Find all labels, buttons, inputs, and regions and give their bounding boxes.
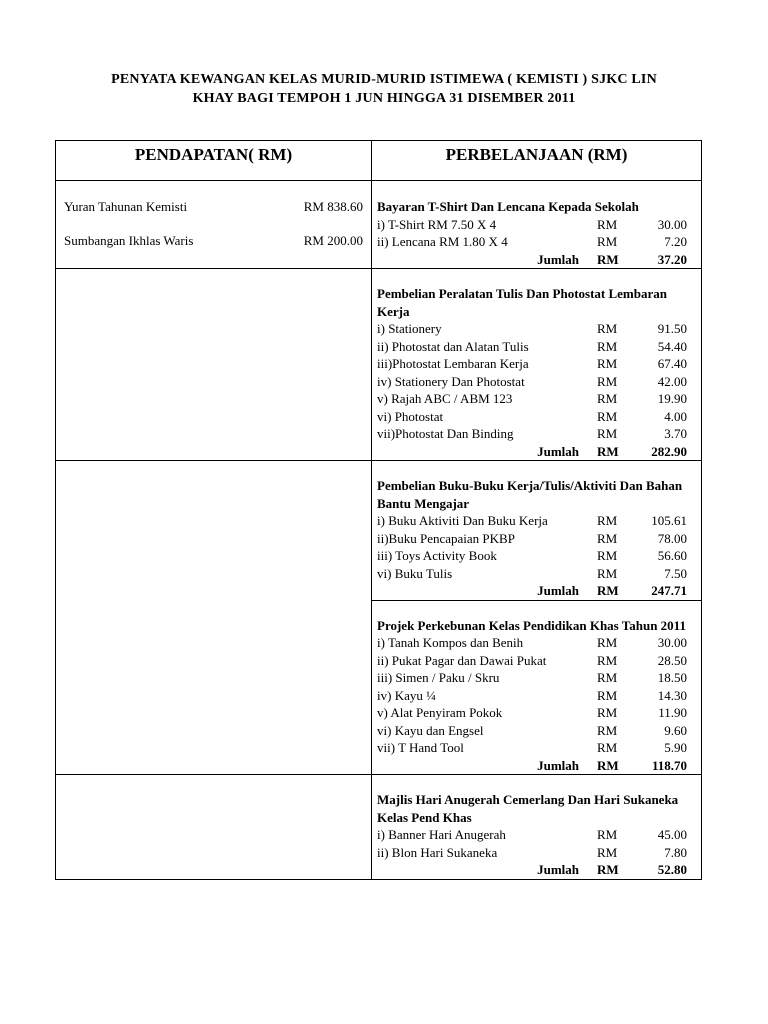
item-amount (597, 408, 693, 426)
income-header: PENDAPATAN( RM) (56, 141, 372, 181)
amount-value: 105.61 (651, 513, 687, 528)
currency-label: RM (597, 670, 618, 685)
empty-income-cell (56, 461, 372, 775)
item-label: ii) Pukat Pagar dan Dawai Pukat (377, 652, 547, 668)
expense-item (377, 233, 693, 251)
currency-label: RM (597, 426, 618, 441)
currency-label: RM (597, 635, 618, 650)
section-title: Bayaran T-Shirt Dan Lencana Kepada Sekolah (377, 199, 639, 214)
amount-value: 4.00 (664, 408, 687, 424)
currency-label: RM (597, 373, 618, 389)
expense-section (372, 181, 702, 269)
item-label: vi) Kayu dan Engsel (377, 722, 484, 738)
item-label: vi) Photostat (377, 408, 444, 424)
income-row (64, 233, 363, 267)
income-row (64, 199, 363, 233)
section-total (377, 861, 693, 879)
item-amount (597, 320, 693, 338)
item-label: ii) Blon Hari Sukaneka (377, 844, 498, 860)
item-label: i) Buku Aktiviti Dan Buku Kerja (377, 513, 548, 528)
income-amount: RM 200.00 (303, 233, 363, 248)
expense-item (377, 355, 693, 373)
expense-item (377, 669, 693, 687)
amount-value: 42.00 (657, 373, 687, 389)
expense-item (377, 652, 693, 670)
expense-item (377, 408, 693, 426)
amount-value: 5.90 (664, 740, 687, 755)
amount-value: 56.60 (657, 548, 687, 563)
section-title: Pembelian Peralatan Tulis Dan Photostat Lembaran Kerja (377, 286, 667, 319)
item-amount (597, 704, 693, 722)
item-label: ii)Buku Pencapaian PKBP (377, 530, 515, 546)
item-label: i) Banner Hari Anugerah (377, 827, 506, 842)
amount-value: 54.40 (657, 338, 687, 354)
currency-label: RM (597, 338, 618, 354)
total-value: 282.90 (651, 443, 687, 459)
table-row (56, 181, 702, 269)
amount-value: 7.50 (664, 565, 687, 581)
amount-value: 18.50 (657, 670, 687, 685)
income-amount: RM 838.60 (303, 199, 363, 214)
amount-value: 78.00 (657, 530, 687, 546)
expense-item (377, 338, 693, 356)
amount-value: 14.30 (657, 687, 687, 703)
currency-label: RM (597, 862, 619, 877)
item-amount (597, 338, 693, 356)
amount-value: 11.90 (658, 705, 687, 720)
item-amount (597, 844, 693, 862)
item-amount (597, 216, 693, 234)
expense-header: PERBELANJAAN (RM) (372, 141, 702, 181)
total-label: Jumlah (537, 583, 579, 598)
total-amount (597, 582, 687, 600)
expense-item (377, 565, 693, 583)
item-amount (597, 669, 693, 687)
total-value: 52.80 (657, 862, 687, 877)
item-amount (597, 373, 693, 391)
total-value: 37.20 (657, 251, 687, 267)
currency-label: RM (597, 583, 619, 598)
item-label: iv) Stationery Dan Photostat (377, 373, 525, 389)
currency-label: RM (597, 565, 618, 581)
amount-value: 3.70 (664, 426, 687, 441)
expense-item (377, 844, 693, 862)
expense-item (377, 512, 693, 530)
total-amount (597, 251, 687, 269)
currency-label: RM (597, 705, 618, 720)
section-total (377, 443, 693, 461)
income-cell (56, 181, 372, 269)
item-label: vi) Buku Tulis (377, 565, 453, 581)
expense-item (377, 216, 693, 234)
item-amount (597, 425, 693, 443)
item-label: iii) Simen / Paku / Skru (377, 670, 500, 685)
empty-income-cell (56, 269, 372, 461)
total-amount (597, 861, 687, 879)
document-title (60, 70, 708, 108)
total-amount (597, 443, 687, 461)
item-label: ii) Lencana RM 1.80 X 4 (377, 234, 508, 249)
expense-section (372, 775, 702, 880)
item-label: ii) Photostat dan Alatan Tulis (377, 338, 529, 354)
item-label: i) Stationery (377, 321, 442, 336)
amount-value: 30.00 (657, 635, 687, 650)
total-label: Jumlah (537, 251, 579, 267)
section-total (377, 251, 693, 269)
currency-label: RM (597, 722, 618, 738)
currency-label: RM (597, 530, 618, 546)
item-amount (597, 512, 693, 530)
amount-value: 19.90 (657, 391, 687, 406)
amount-value: 45.00 (657, 827, 687, 842)
item-amount (597, 565, 693, 583)
item-amount (597, 547, 693, 565)
section-total (377, 757, 693, 775)
amount-value: 91.50 (657, 321, 687, 336)
section-title: Pembelian Buku-Buku Kerja/Tulis/Aktiviti Dan Bahan Bantu Mengajar (377, 478, 683, 511)
item-label: vii)Photostat Dan Binding (377, 426, 514, 441)
title-line-2: KHAY BAGI TEMPOH 1 JUN HINGGA 31 DISEMBER 2011 (192, 91, 576, 106)
currency-label: RM (597, 757, 619, 773)
amount-value: 67.40 (657, 356, 687, 371)
item-amount (597, 233, 693, 251)
currency-label: RM (597, 687, 618, 703)
item-label: iii)Photostat Lembaran Kerja (377, 356, 529, 371)
income-label: Yuran Tahunan Kemisti (64, 199, 188, 214)
total-amount (597, 757, 687, 775)
expense-section (372, 461, 702, 601)
expense-item (377, 425, 693, 443)
currency-label: RM (597, 827, 618, 842)
currency-label: RM (597, 652, 618, 668)
currency-label: RM (597, 356, 618, 371)
currency-label: RM (597, 391, 618, 406)
financial-statement-table (55, 140, 702, 880)
item-label: vii) T Hand Tool (377, 740, 464, 755)
expense-item (377, 530, 693, 548)
item-label: i) Tanah Kompos dan Benih (377, 635, 524, 650)
total-label: Jumlah (537, 862, 579, 877)
amount-value: 7.80 (664, 844, 687, 860)
expense-item (377, 634, 693, 652)
table-row (56, 461, 702, 601)
section-title: Projek Perkebunan Kelas Pendidikan Khas Tahun 2011 (377, 617, 686, 633)
title-line-1: PENYATA KEWANGAN KELAS MURID-MURID ISTIMEWA ( KEMISTI ) SJKC LIN (111, 72, 657, 87)
table-row (56, 775, 702, 880)
expense-item (377, 826, 693, 844)
currency-label: RM (597, 740, 618, 755)
item-amount (597, 739, 693, 757)
item-amount (597, 722, 693, 740)
expense-section (372, 600, 702, 775)
currency-label: RM (597, 513, 618, 528)
item-amount (597, 355, 693, 373)
total-label: Jumlah (537, 757, 579, 773)
header-row (56, 141, 702, 181)
expense-item (377, 704, 693, 722)
section-title: Majlis Hari Anugerah Cemerlang Dan Hari Sukaneka Kelas Pend Khas (377, 792, 679, 825)
currency-label: RM (597, 251, 619, 267)
amount-value: 9.60 (664, 722, 687, 738)
amount-value: 7.20 (664, 234, 687, 249)
item-label: v) Alat Penyiram Pokok (377, 705, 503, 720)
expense-item (377, 320, 693, 338)
expense-item (377, 547, 693, 565)
item-label: iii) Toys Activity Book (377, 548, 497, 563)
total-label: Jumlah (537, 443, 579, 459)
item-amount (597, 530, 693, 548)
currency-label: RM (597, 548, 618, 563)
expense-item (377, 390, 693, 408)
currency-label: RM (597, 844, 618, 860)
expense-item (377, 373, 693, 391)
total-value: 247.71 (651, 583, 687, 598)
expense-item (377, 722, 693, 740)
currency-label: RM (597, 443, 619, 459)
expense-section (372, 269, 702, 461)
total-value: 118.70 (651, 757, 687, 773)
item-label: v) Rajah ABC / ABM 123 (377, 391, 513, 406)
item-amount (597, 634, 693, 652)
item-label: iv) Kayu ¼ (377, 687, 436, 703)
item-amount (597, 652, 693, 670)
item-amount (597, 826, 693, 844)
expense-item (377, 687, 693, 705)
section-total (377, 582, 693, 600)
currency-label: RM (597, 321, 618, 336)
currency-label: RM (597, 234, 618, 249)
currency-label: RM (597, 408, 618, 424)
item-label: i) T-Shirt RM 7.50 X 4 (377, 216, 497, 232)
expense-item (377, 739, 693, 757)
income-label: Sumbangan Ikhlas Waris (64, 233, 194, 248)
currency-label: RM (597, 216, 618, 232)
item-amount (597, 687, 693, 705)
amount-value: 30.00 (657, 216, 687, 232)
table-row (56, 269, 702, 461)
amount-value: 28.50 (657, 652, 687, 668)
empty-income-cell (56, 775, 372, 880)
item-amount (597, 390, 693, 408)
